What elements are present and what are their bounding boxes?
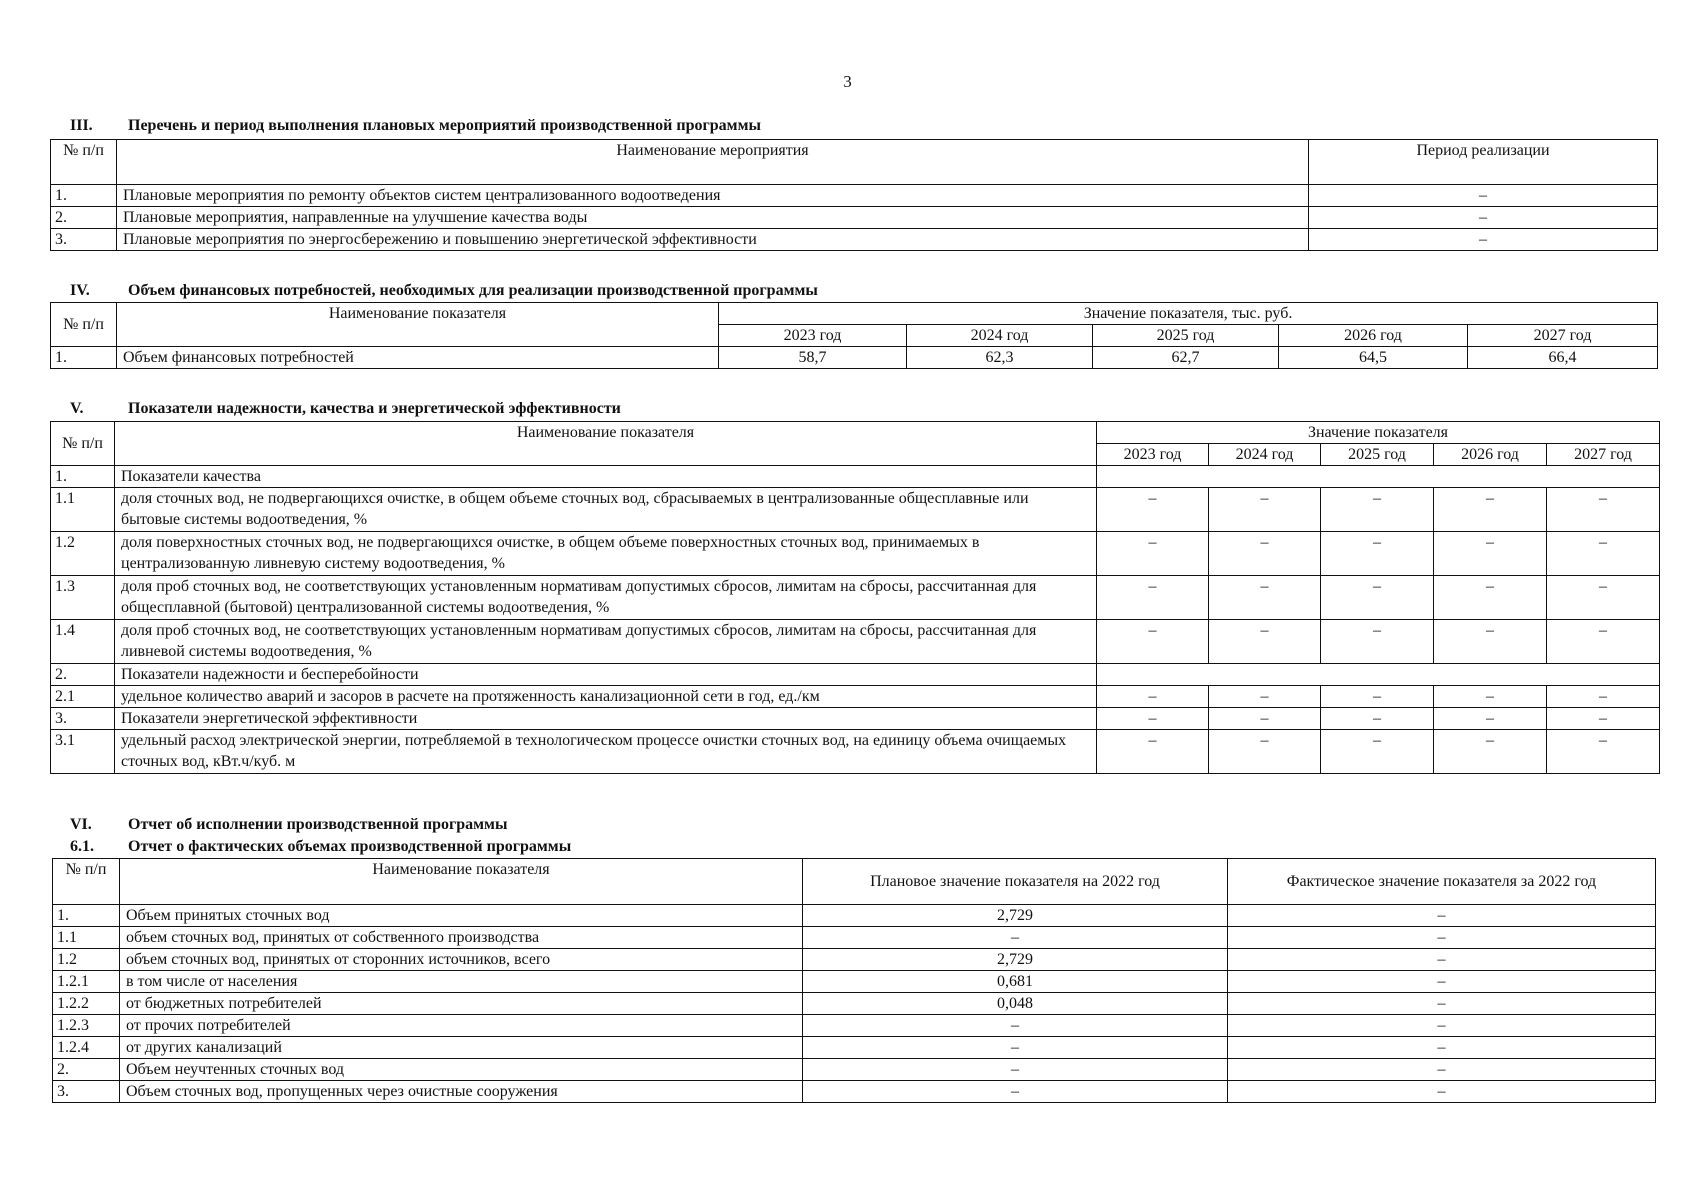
table-row (51, 229, 1658, 251)
table-row (51, 708, 1660, 730)
row-value: 62,3 (907, 347, 1093, 369)
row-name: доля сточных вод, не подвергающихся очистке, в общем объеме сточных вод, сбрасываемых в централизованные общесплавные или бытовые системы водоотведения, % (115, 488, 1097, 532)
table-row (53, 993, 1656, 1015)
table-row (51, 686, 1660, 708)
table-row (51, 185, 1658, 207)
table-header-row (51, 140, 1658, 185)
header-indicator-name: Наименование показателя (120, 859, 803, 905)
row-value: – (1321, 686, 1434, 708)
row-name: Показатели качества (115, 466, 1097, 488)
row-fact-value: – (1228, 1015, 1656, 1037)
row-number: 1. (53, 905, 120, 927)
section-number: III. (70, 117, 93, 134)
header-year: 2024 год (1209, 444, 1321, 466)
row-name: удельный расход электрической энергии, потребляемой в технологическом процессе очистки сточных вод, на единицу объема очищаемых сточных вод, кВт.ч/куб. м (115, 730, 1097, 774)
row-period: – (1309, 185, 1658, 207)
row-name: Показатели энергетической эффективности (115, 708, 1097, 730)
row-name: Плановые мероприятия, направленные на улучшение качества воды (117, 207, 1309, 229)
row-name: объем сточных вод, принятых от сторонних источников, всего (120, 949, 803, 971)
table-header-row (51, 303, 1658, 325)
header-year: 2025 год (1321, 444, 1434, 466)
row-value: – (1209, 488, 1321, 532)
row-value: – (1547, 620, 1660, 664)
table-row (51, 488, 1660, 532)
row-fact-value: – (1228, 1037, 1656, 1059)
row-value: – (1547, 686, 1660, 708)
row-number: 2. (53, 1059, 120, 1081)
header-plan-value: Плановое значение показателя на 2022 год (803, 859, 1228, 905)
empty-value-cell (1097, 466, 1660, 488)
row-name: от бюджетных потребителей (120, 993, 803, 1015)
table-row (51, 620, 1660, 664)
row-number: 1. (51, 185, 117, 207)
row-plan-value: – (803, 1015, 1228, 1037)
row-fact-value: – (1228, 971, 1656, 993)
row-value: – (1209, 532, 1321, 576)
header-year: 2023 год (719, 325, 907, 347)
table-row (53, 1059, 1656, 1081)
report-table (52, 858, 1656, 1103)
row-name: Объем сточных вод, пропущенных через очистные сооружения (120, 1081, 803, 1103)
section-number: 6.1. (70, 838, 94, 855)
section-number: V. (70, 400, 84, 417)
row-plan-value: 0,048 (803, 993, 1228, 1015)
row-name: доля проб сточных вод, не соответствующих установленным нормативам допустимых сбросов, лимитам на сбросы, рассчитанная для общесплавной (бытовой) централизованной системы водоотведения, % (115, 576, 1097, 620)
header-number: № п/п (51, 422, 115, 466)
page-number: 3 (843, 72, 852, 91)
table-row (51, 207, 1658, 229)
header-number: № п/п (51, 140, 117, 185)
section-title-text: Перечень и период выполнения плановых мероприятий производственной программы (128, 117, 761, 134)
header-indicator-name: Наименование показателя (115, 422, 1097, 466)
row-fact-value: – (1228, 1059, 1656, 1081)
table-row (53, 971, 1656, 993)
table-row (53, 949, 1656, 971)
row-plan-value: – (803, 1081, 1228, 1103)
row-value: – (1209, 686, 1321, 708)
row-value: – (1097, 686, 1209, 708)
row-plan-value: – (803, 927, 1228, 949)
row-value: – (1097, 620, 1209, 664)
header-value-group: Значение показателя (1097, 422, 1660, 444)
row-number: 2.1 (51, 686, 115, 708)
header-fact-value: Фактическое значение показателя за 2022 год (1228, 859, 1656, 905)
section-4-title (70, 282, 818, 300)
row-number: 1.2.3 (53, 1015, 120, 1037)
row-value: – (1547, 730, 1660, 774)
finance-table (50, 302, 1658, 369)
group-row (51, 664, 1660, 686)
row-number: 1.2.1 (53, 971, 120, 993)
row-value: – (1209, 620, 1321, 664)
header-number: № п/п (53, 859, 120, 905)
row-name: Плановые мероприятия по энергосбережению и повышению энергетической эффективности (117, 229, 1309, 251)
row-number: 1.2.2 (53, 993, 120, 1015)
table-row (51, 576, 1660, 620)
table-row (51, 532, 1660, 576)
row-name: удельное количество аварий и засоров в расчете на протяженность канализационной сети в год, ед./км (115, 686, 1097, 708)
row-value: – (1209, 708, 1321, 730)
table-row (53, 927, 1656, 949)
row-plan-value: 2,729 (803, 905, 1228, 927)
header-year: 2025 год (1093, 325, 1279, 347)
row-fact-value: – (1228, 927, 1656, 949)
section-title-text: Показатели надежности, качества и энергетической эффективности (128, 400, 621, 417)
row-number: 2. (51, 664, 115, 686)
row-period: – (1309, 207, 1658, 229)
row-value: – (1547, 532, 1660, 576)
row-name: в том числе от населения (120, 971, 803, 993)
subsection-6-1-title (70, 838, 571, 856)
row-number: 1. (51, 347, 117, 369)
table-row (51, 347, 1658, 369)
header-year: 2023 год (1097, 444, 1209, 466)
row-number: 1.2.4 (53, 1037, 120, 1059)
indicators-table (50, 421, 1660, 774)
row-number: 3.1 (51, 730, 115, 774)
row-number: 1.4 (51, 620, 115, 664)
row-value: – (1209, 730, 1321, 774)
row-number: 3. (51, 708, 115, 730)
section-title-text: Отчет о фактических объемах производственной программы (128, 838, 572, 855)
section-number: VI. (70, 816, 92, 833)
row-value: – (1321, 532, 1434, 576)
row-plan-value: – (803, 1037, 1228, 1059)
group-row (51, 466, 1660, 488)
row-value: – (1547, 488, 1660, 532)
row-number: 1.3 (51, 576, 115, 620)
header-indicator-name: Наименование показателя (117, 303, 719, 347)
section-3-title (70, 117, 761, 135)
row-value: – (1434, 686, 1547, 708)
row-value: – (1321, 488, 1434, 532)
header-year: 2027 год (1547, 444, 1660, 466)
table-row (53, 1037, 1656, 1059)
row-value: – (1434, 730, 1547, 774)
row-name: доля поверхностных сточных вод, не подвергающихся очистке, в общем объеме поверхностных сточных вод, принимаемых в централизованную ливневую систему водоотведения, % (115, 532, 1097, 576)
row-number: 2. (51, 207, 117, 229)
row-name: объем сточных вод, принятых от собственного производства (120, 927, 803, 949)
row-number: 1.2 (51, 532, 115, 576)
row-fact-value: – (1228, 949, 1656, 971)
row-value: – (1321, 730, 1434, 774)
row-plan-value: 2,729 (803, 949, 1228, 971)
row-fact-value: – (1228, 1081, 1656, 1103)
row-value: – (1321, 708, 1434, 730)
section-5-title (70, 400, 621, 418)
row-value: 62,7 (1093, 347, 1279, 369)
row-name: доля проб сточных вод, не соответствующих установленным нормативам допустимых сбросов, лимитам на сбросы, рассчитанная для ливневой системы водоотведения, % (115, 620, 1097, 664)
header-number: № п/п (51, 303, 117, 347)
row-value: 66,4 (1468, 347, 1658, 369)
header-year: 2027 год (1468, 325, 1658, 347)
row-value: – (1434, 488, 1547, 532)
table-row (53, 1081, 1656, 1103)
row-value: 64,5 (1279, 347, 1468, 369)
header-year: 2026 год (1434, 444, 1547, 466)
row-name: Объем принятых сточных вод (120, 905, 803, 927)
row-number: 1.2 (53, 949, 120, 971)
row-fact-value: – (1228, 905, 1656, 927)
row-value: – (1434, 708, 1547, 730)
section-number: IV. (70, 282, 90, 299)
row-value: – (1209, 576, 1321, 620)
row-number: 1.1 (51, 488, 115, 532)
header-year: 2026 год (1279, 325, 1468, 347)
row-value: – (1097, 708, 1209, 730)
row-value: – (1434, 620, 1547, 664)
header-year: 2024 год (907, 325, 1093, 347)
table-row (51, 730, 1660, 774)
row-value: – (1547, 576, 1660, 620)
section-title-text: Отчет об исполнении производственной программы (128, 816, 508, 833)
section-title-text: Объем финансовых потребностей, необходимых для реализации производственной программы (128, 282, 818, 299)
row-number: 3. (51, 229, 117, 251)
row-value: – (1097, 730, 1209, 774)
row-value: – (1097, 576, 1209, 620)
row-value: 58,7 (719, 347, 907, 369)
section-6-title (70, 816, 507, 834)
empty-value-cell (1097, 664, 1660, 686)
row-name: Показатели надежности и бесперебойности (115, 664, 1097, 686)
header-value-group: Значение показателя, тыс. руб. (719, 303, 1658, 325)
table-header-row (53, 859, 1656, 905)
row-name: Плановые мероприятия по ремонту объектов систем централизованного водоотведения (117, 185, 1309, 207)
row-value: – (1434, 532, 1547, 576)
row-value: – (1434, 576, 1547, 620)
row-value: – (1321, 620, 1434, 664)
row-plan-value: 0,681 (803, 971, 1228, 993)
row-number: 1. (51, 466, 115, 488)
row-name: от прочих потребителей (120, 1015, 803, 1037)
row-value: – (1097, 488, 1209, 532)
table-row (53, 905, 1656, 927)
row-plan-value: – (803, 1059, 1228, 1081)
header-activity-name: Наименование мероприятия (117, 140, 1309, 185)
row-period: – (1309, 229, 1658, 251)
row-name: Объем финансовых потребностей (117, 347, 719, 369)
row-number: 1.1 (53, 927, 120, 949)
row-value: – (1097, 532, 1209, 576)
activities-table (50, 139, 1658, 251)
table-row (53, 1015, 1656, 1037)
header-period: Период реализации (1309, 140, 1658, 185)
row-number: 3. (53, 1081, 120, 1103)
row-value: – (1547, 708, 1660, 730)
row-fact-value: – (1228, 993, 1656, 1015)
row-name: от других канализаций (120, 1037, 803, 1059)
row-name: Объем неучтенных сточных вод (120, 1059, 803, 1081)
table-header-row (51, 422, 1660, 444)
row-value: – (1321, 576, 1434, 620)
